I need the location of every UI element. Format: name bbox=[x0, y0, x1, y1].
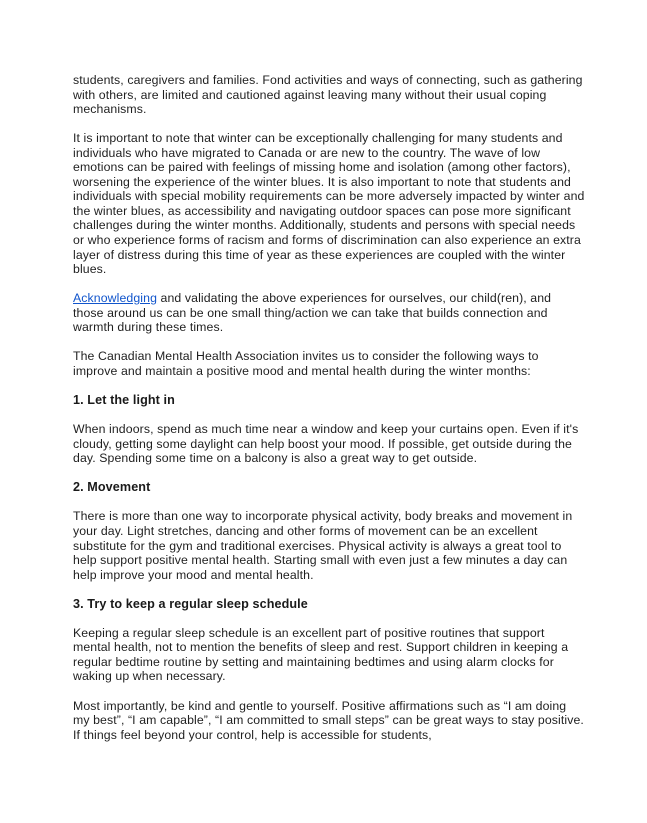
acknowledging-paragraph bbox=[73, 291, 585, 335]
section-heading-movement: 2. Movement bbox=[73, 480, 151, 495]
acknowledging-paragraph-text: and validating the above experiences for ourselves, our child(ren), and those around us can be one small thing/action we can take that builds connection and warmth during these times. bbox=[73, 291, 552, 335]
section-heading-sleep: 3. Try to keep a regular sleep schedule bbox=[73, 596, 308, 611]
cmha-paragraph: The Canadian Mental Health Association invites us to consider the following ways to improve and maintain a positive mood and mental health during the winter months: bbox=[73, 349, 539, 378]
acknowledging-link[interactable]: Acknowledging bbox=[73, 291, 158, 306]
intro-paragraph-2: It is important to note that winter can be exceptionally challenging for many students and individuals who have migrated to Canada or are new to the country. The wave of low emotions can be paired with feelings of missing home and isolation (among other factors), worsening the experience of the winter blues. It is also important to note that students and individuals with special mobility requirements can be more adversely impacted by winter and the winter blues, as accessibility and navigating outdoor spaces can pose more significant challenges during the winter months. Additionally, students and persons with special needs or who experience forms of racism and forms of discrimination can also experience an extra layer of distress during this time of year as these experiences are coupled with the winter blues. bbox=[73, 131, 585, 277]
closing-paragraph: Most importantly, be kind and gentle to yourself. Positive affirmations such as “I am doing my best”, “I am capable”, “I am committed to small steps” can be great ways to stay positive. If things feel beyond your control, help is accessible for students, bbox=[73, 698, 584, 742]
section-heading-light: 1. Let the light in bbox=[73, 393, 175, 408]
intro-paragraph-1: students, caregivers and families. Fond activities and ways of connecting, such as gathering with others, are limited and cautioned against leaving many without their usual coping mechanisms. bbox=[73, 73, 583, 117]
section-body-light: When indoors, spend as much time near a window and keep your curtains open. Even if it's cloudy, getting some daylight can help boost your mood. If possible, get outside during the day. Spending some time on a balcony is also a great way to get outside. bbox=[73, 422, 579, 466]
document-body bbox=[73, 73, 585, 742]
section-body-sleep: Keeping a regular sleep schedule is an excellent part of positive routines that support mental health, not to mention the benefits of sleep and rest. Support children in keeping a regular bedtime routine by setting and maintaining bedtimes and using alarm clocks for waking up when necessary. bbox=[73, 625, 569, 684]
section-body-movement: There is more than one way to incorporate physical activity, body breaks and movement in your day. Light stretches, dancing and other forms of movement can be an excellent substitute for the gym and traditional exercises. Physical activity is always a great tool to help support positive mental health. Starting small with even just a few minutes a day can help improve your mood and mental health. bbox=[73, 509, 573, 582]
